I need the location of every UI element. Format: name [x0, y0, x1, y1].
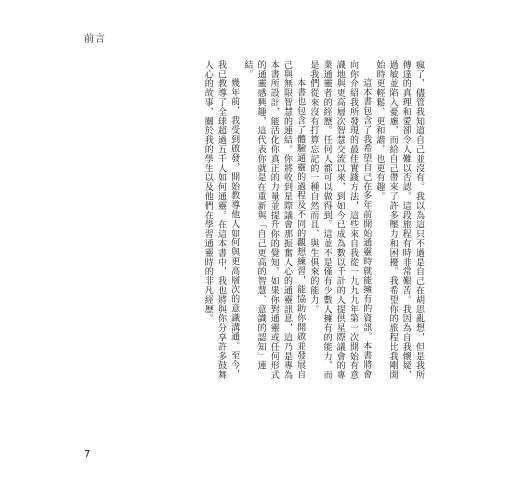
- paragraph-3: 本書也包含了體驗通靈的過程及不同的觀想練習，能協助你開啟並發展自己與無限智慧的連結。你將收到星際議會那振奮人心的通靈訊息，這乃是專為本書所設計，能活化你真正的力量並提升你的覺知。如果你對通靈或任何形式的通靈感興趣，這代表你就是在重新與「自己更高的智慧、意識的認知」連結。: [242, 60, 306, 380]
- paragraph-1: 瘋了，儘管我知道自己並沒有。我以為這只不過是自己在胡思亂想，但是我所傳達的真理和愛卻令人難以否認。這段旅程有時非常艱苦。我因為自我懷疑，過敏並陷入憂慮，而給自己帶來了許多壓力和困擾。我希望你的旅程比我剛開始時更輕鬆、更和諧，也更有趣。: [374, 60, 424, 380]
- paragraph-2: 這本書包含了我希望自己在多年前開始通靈時就能擁有的資訊。本書將會向你介紹我所發現的最佳實踐方法，這些來自我從一九九九年第一次開始有意識地與更高層次智慧交流以來，到如今已成為數以千計的人提供星際議會的專業通靈者的經歷。任何人都可以做得到。這並不是僅有少數人擁有的能力，而是我們從來沒有打算忘記的一種自然而且、與生俱來的能力。: [308, 60, 372, 380]
- body-text: [95, 60, 425, 380]
- page-number: 7: [84, 449, 91, 460]
- paragraph-4: 幾年前，我受到啟發，開始教導他人如何與更高層次的意識溝通。至今，我已教導了全球超過五千人如何通靈。在這本書中，我也將與你分享許多鼓舞人心的故事，關於我的學生以及他們在學習通靈時的非凡經歷。: [202, 60, 240, 380]
- running-head: 前言: [84, 34, 106, 45]
